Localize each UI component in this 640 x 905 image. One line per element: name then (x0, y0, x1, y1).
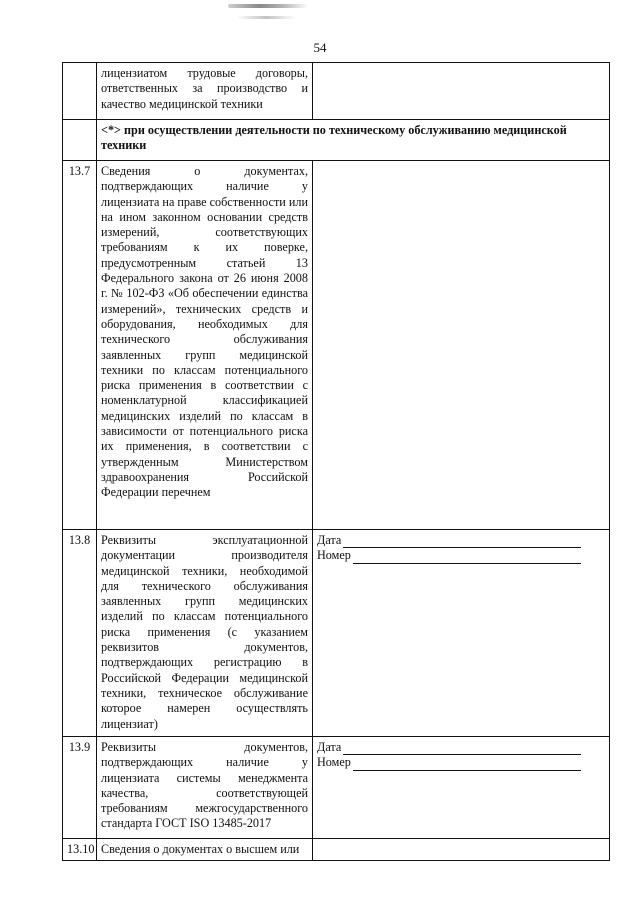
row-number: 13.7 (63, 161, 97, 530)
row-description: Сведения о документах о высшем или (97, 839, 313, 861)
date-field[interactable] (317, 740, 605, 755)
date-label: Дата (317, 533, 342, 547)
number-field[interactable] (317, 755, 605, 770)
row-answer-cell (313, 737, 610, 839)
table-row (63, 839, 610, 861)
date-label: Дата (317, 740, 342, 754)
section-header: <*> при осуществлении деятельности по техническому обслуживанию медицинской техники (97, 120, 610, 161)
row-answer-cell[interactable] (313, 161, 610, 530)
number-label: Номер (317, 755, 351, 770)
row-description: лицензиатом трудовые договоры, ответственных за производство и качество медицинской техники (97, 63, 313, 120)
table-row (63, 63, 610, 120)
date-input-line[interactable] (343, 535, 581, 548)
table-row (63, 530, 610, 737)
row-number (63, 63, 97, 120)
number-label: Номер (317, 548, 351, 563)
table-row (63, 161, 610, 530)
scan-artifact (228, 4, 308, 8)
row-answer-cell[interactable] (313, 839, 610, 861)
row-number: 13.9 (63, 737, 97, 839)
date-input-line[interactable] (343, 742, 581, 755)
row-answer-cell (313, 530, 610, 737)
row-answer-cell[interactable] (313, 63, 610, 120)
row-description: Реквизиты документов, подтверждающих наличие у лицензиата системы менеджмента качества, соответствующей требованиям межгосударственного стандарта ГОСТ ISO 13485-2017 (97, 737, 313, 839)
license-application-table (62, 62, 610, 861)
scan-artifact (236, 16, 296, 19)
row-description: Реквизиты эксплуатационной документации производителя медицинской техники, необходимой для технического обслуживания заявленных групп медицинских изделий по классам потенциального риска применения (с указанием реквизитов документов, подтверждающих регистрацию в Российской Федерации медицинской техники, техническое обслуживание которое намерен осуществлять лицензиат) (97, 530, 313, 737)
number-input-line[interactable] (353, 551, 581, 564)
number-field[interactable] (317, 548, 605, 563)
number-input-line[interactable] (353, 758, 581, 771)
row-description: Сведения о документах, подтверждающих наличие у лицензиата на праве собственности или на ином законном основании средств измерений, соответствующих требованиям к их поверке, предусмотренным статьей 13 Федерального закона от 26 июня 2008 г. № 102-ФЗ «Об обеспечении единства измерений», технических средств и оборудования, необходимых для технического обслуживания заявленных групп медицинской техники по классам потенциального риска применения в соответствии с номенклатурной классификацией медицинских изделий по классам в зависимости от потенциального риска их применения, в соответствии с утвержденным Министерством здравоохранения Российской Федерации перечнем (97, 161, 313, 530)
row-number (63, 120, 97, 161)
table-row (63, 120, 610, 161)
date-field[interactable] (317, 533, 605, 548)
row-number: 13.8 (63, 530, 97, 737)
page-number: 54 (313, 40, 327, 55)
table-row (63, 737, 610, 839)
row-number: 13.10 (63, 839, 97, 861)
